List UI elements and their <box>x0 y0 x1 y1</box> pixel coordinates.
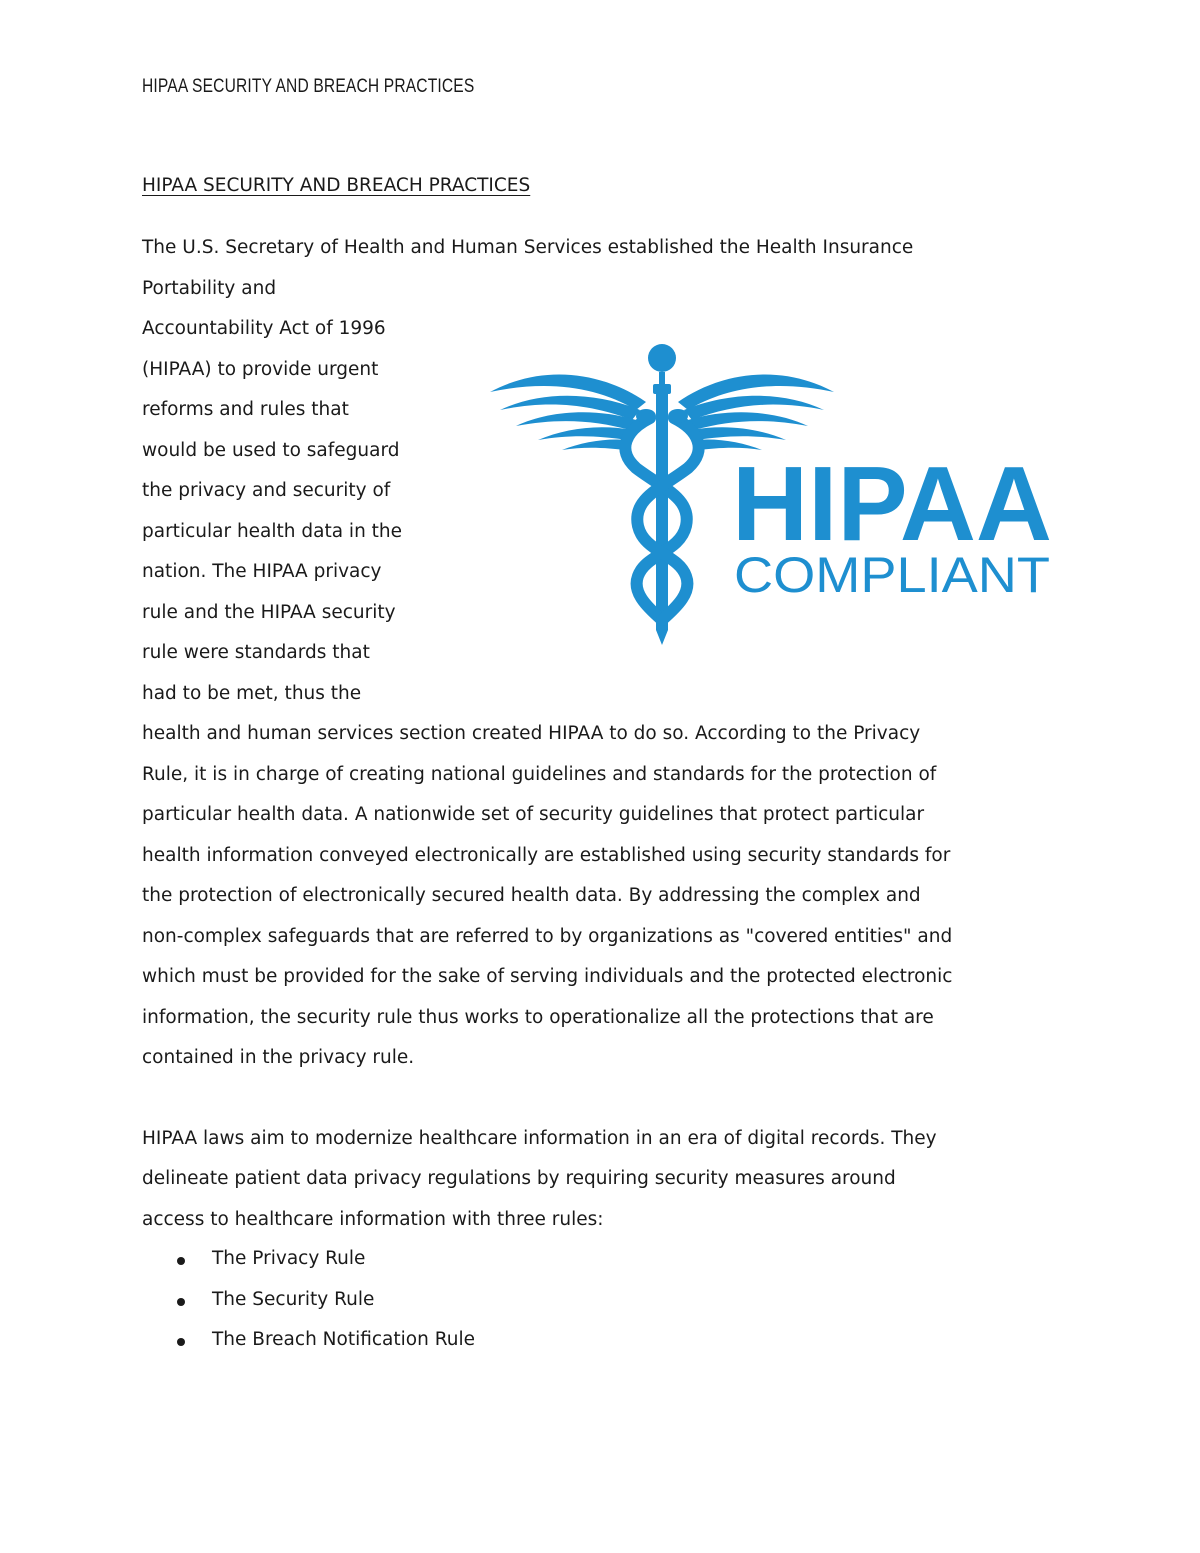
paragraph-line: non-complex safeguards that are referred to by organizations as "covered entities" and <box>142 926 953 947</box>
paragraph-line: which must be provided for the sake of serving individuals and the protected electronic <box>142 966 953 987</box>
running-header: HIPAA SECURITY AND BREACH PRACTICES <box>142 76 475 97</box>
paragraph-line: health information conveyed electronically are established using security standards for <box>142 845 951 866</box>
paragraph-line: particular health data in the <box>142 521 403 542</box>
paragraph-line: rule and the HIPAA security <box>142 602 396 623</box>
paragraph-line: had to be met, thus the <box>142 683 362 704</box>
bullet-icon <box>177 1338 185 1346</box>
bullet-icon <box>177 1257 185 1265</box>
paragraph-line: delineate patient data privacy regulations by requiring security measures around <box>142 1168 896 1189</box>
bullet-icon <box>177 1298 185 1306</box>
paragraph-line: Accountability Act of 1996 <box>142 318 386 339</box>
paragraph-line: rule were standards that <box>142 642 370 663</box>
paragraph-line: Portability and <box>142 278 277 299</box>
paragraph-line: the protection of electronically secured health data. By addressing the complex and <box>142 885 921 906</box>
paragraph-line: The U.S. Secretary of Health and Human Services established the Health Insurance <box>142 237 914 258</box>
paragraph-line: particular health data. A nationwide set of security guidelines that protect particular <box>142 804 925 825</box>
paragraph-line: information, the security rule thus works to operationalize all the protections that are <box>142 1007 934 1028</box>
list-item-label: The Breach Notification Rule <box>212 1329 475 1350</box>
paragraph-line: would be used to safeguard <box>142 440 400 461</box>
list-item-label: The Privacy Rule <box>212 1248 366 1269</box>
paragraph-line: contained in the privacy rule. <box>142 1047 415 1068</box>
logo-text-sub: COMPLIANT <box>734 547 1050 603</box>
hipaa-compliant-logo <box>486 340 1056 650</box>
paragraph-line: nation. The HIPAA privacy <box>142 561 382 582</box>
list-item-label: The Security Rule <box>212 1289 375 1310</box>
paragraph-line: (HIPAA) to provide urgent <box>142 359 379 380</box>
paragraph-line: health and human services section created HIPAA to do so. According to the Privacy <box>142 723 921 744</box>
paragraph-line: access to healthcare information with three rules: <box>142 1209 604 1230</box>
paragraph-line: HIPAA laws aim to modernize healthcare information in an era of digital records. They <box>142 1128 937 1149</box>
paragraph-line: the privacy and security of <box>142 480 391 501</box>
document-title: HIPAA SECURITY AND BREACH PRACTICES <box>142 175 531 196</box>
logo-text-main: HIPAA <box>732 445 1052 563</box>
paragraph-line: Rule, it is in charge of creating national guidelines and standards for the protection of <box>142 764 937 785</box>
paragraph-line: reforms and rules that <box>142 399 349 420</box>
